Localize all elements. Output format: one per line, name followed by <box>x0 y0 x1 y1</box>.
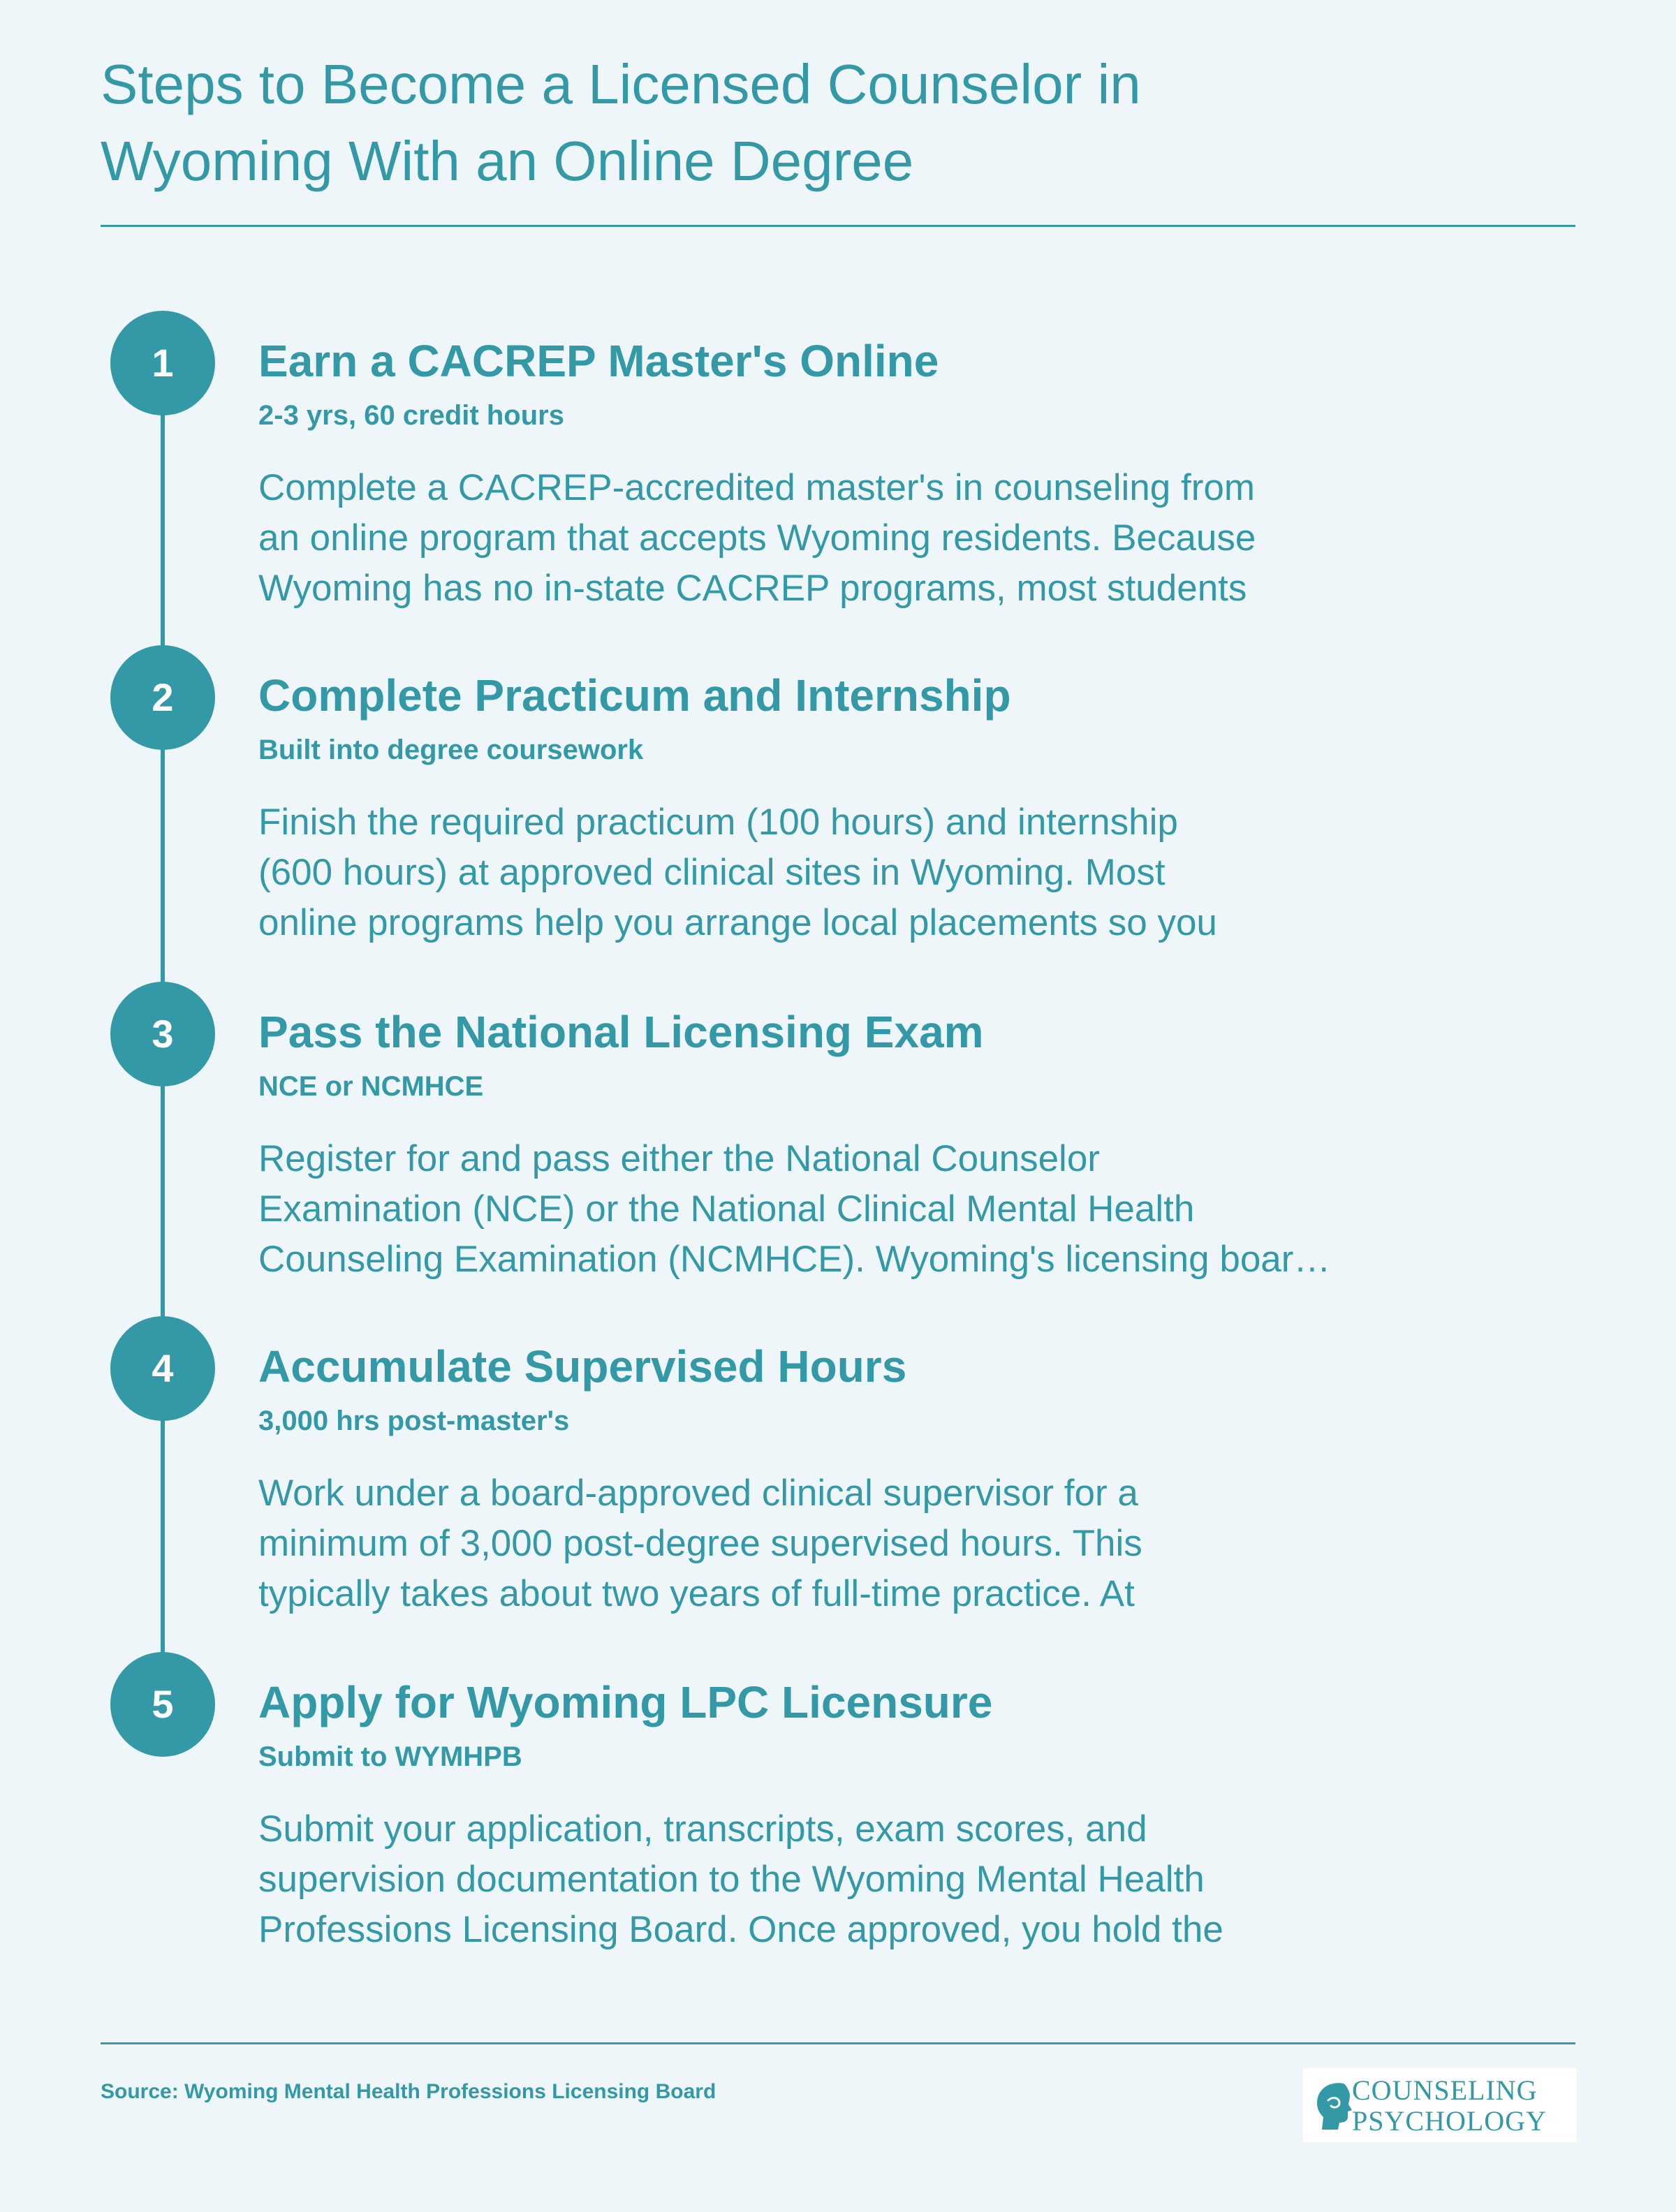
description-line: Submit your application, transcripts, exam scores, and <box>258 1808 1147 1850</box>
description-line: supervision documentation to the Wyoming Mental Health <box>258 1859 1205 1900</box>
step-number-badge: 1 <box>110 311 215 415</box>
step-description <box>258 463 1418 614</box>
description-line: an online program that accepts Wyoming residents. Because <box>258 517 1256 559</box>
logo-text-line-1: COUNSELING <box>1352 2074 1538 2106</box>
step-subtitle: 3,000 hrs post-master's <box>258 1406 570 1436</box>
step-description <box>258 1468 1418 1619</box>
description-line: Counseling Examination (NCMHCE). Wyoming's licensing boar… <box>258 1239 1331 1280</box>
description-line: online programs help you arrange local placements so you <box>258 902 1217 943</box>
step-number-badge: 4 <box>110 1316 215 1421</box>
step-subtitle: 2-3 yrs, 60 credit hours <box>258 400 564 431</box>
bottom-divider <box>101 2042 1575 2044</box>
step-subtitle: NCE or NCMHCE <box>258 1071 484 1102</box>
description-line: Complete a CACREP-accredited master's in counseling from <box>258 467 1255 508</box>
step-title: Earn a CACREP Master's Online <box>258 336 939 386</box>
step-description <box>258 797 1418 948</box>
description-line: Work under a board-approved clinical supervisor for a <box>258 1473 1138 1514</box>
step-description <box>258 1804 1418 1955</box>
description-line: Professions Licensing Board. Once approved, you hold the <box>258 1909 1223 1950</box>
step-description <box>258 1134 1418 1285</box>
description-line: Examination (NCE) or the National Clinical Mental Health <box>258 1188 1195 1230</box>
logo-text-line-2: PSYCHOLOGY <box>1352 2105 1547 2137</box>
step-title: Apply for Wyoming LPC Licensure <box>258 1677 993 1727</box>
step-number-badge: 5 <box>110 1652 215 1757</box>
step-number-badge: 2 <box>110 645 215 750</box>
title-line-1: Steps to Become a Licensed Counselor in <box>101 53 1141 115</box>
description-line: typically takes about two years of full-time practice. At <box>258 1573 1135 1614</box>
step-title: Accumulate Supervised Hours <box>258 1341 907 1392</box>
page-title <box>101 46 1427 200</box>
step-subtitle: Submit to WYMHPB <box>258 1741 522 1772</box>
counseling-psychology-logo <box>1303 2068 1577 2142</box>
title-line-2: Wyoming With an Online Degree <box>101 130 914 192</box>
description-line: minimum of 3,000 post-degree supervised hours. This <box>258 1523 1142 1564</box>
description-line: Register for and pass either the National Counselor <box>258 1138 1100 1179</box>
source-citation: Source: Wyoming Mental Health Professions Licensing Board <box>101 2080 716 2103</box>
top-divider <box>101 225 1575 227</box>
description-line: Finish the required practicum (100 hours) and internship <box>258 802 1178 843</box>
step-title: Pass the National Licensing Exam <box>258 1007 984 1057</box>
step-number-badge: 3 <box>110 982 215 1086</box>
step-title: Complete Practicum and Internship <box>258 670 1011 721</box>
step-subtitle: Built into degree coursework <box>258 735 644 765</box>
description-line: Wyoming has no in-state CACREP programs, most students <box>258 568 1247 609</box>
description-line: (600 hours) at approved clinical sites in Wyoming. Most <box>258 852 1166 893</box>
